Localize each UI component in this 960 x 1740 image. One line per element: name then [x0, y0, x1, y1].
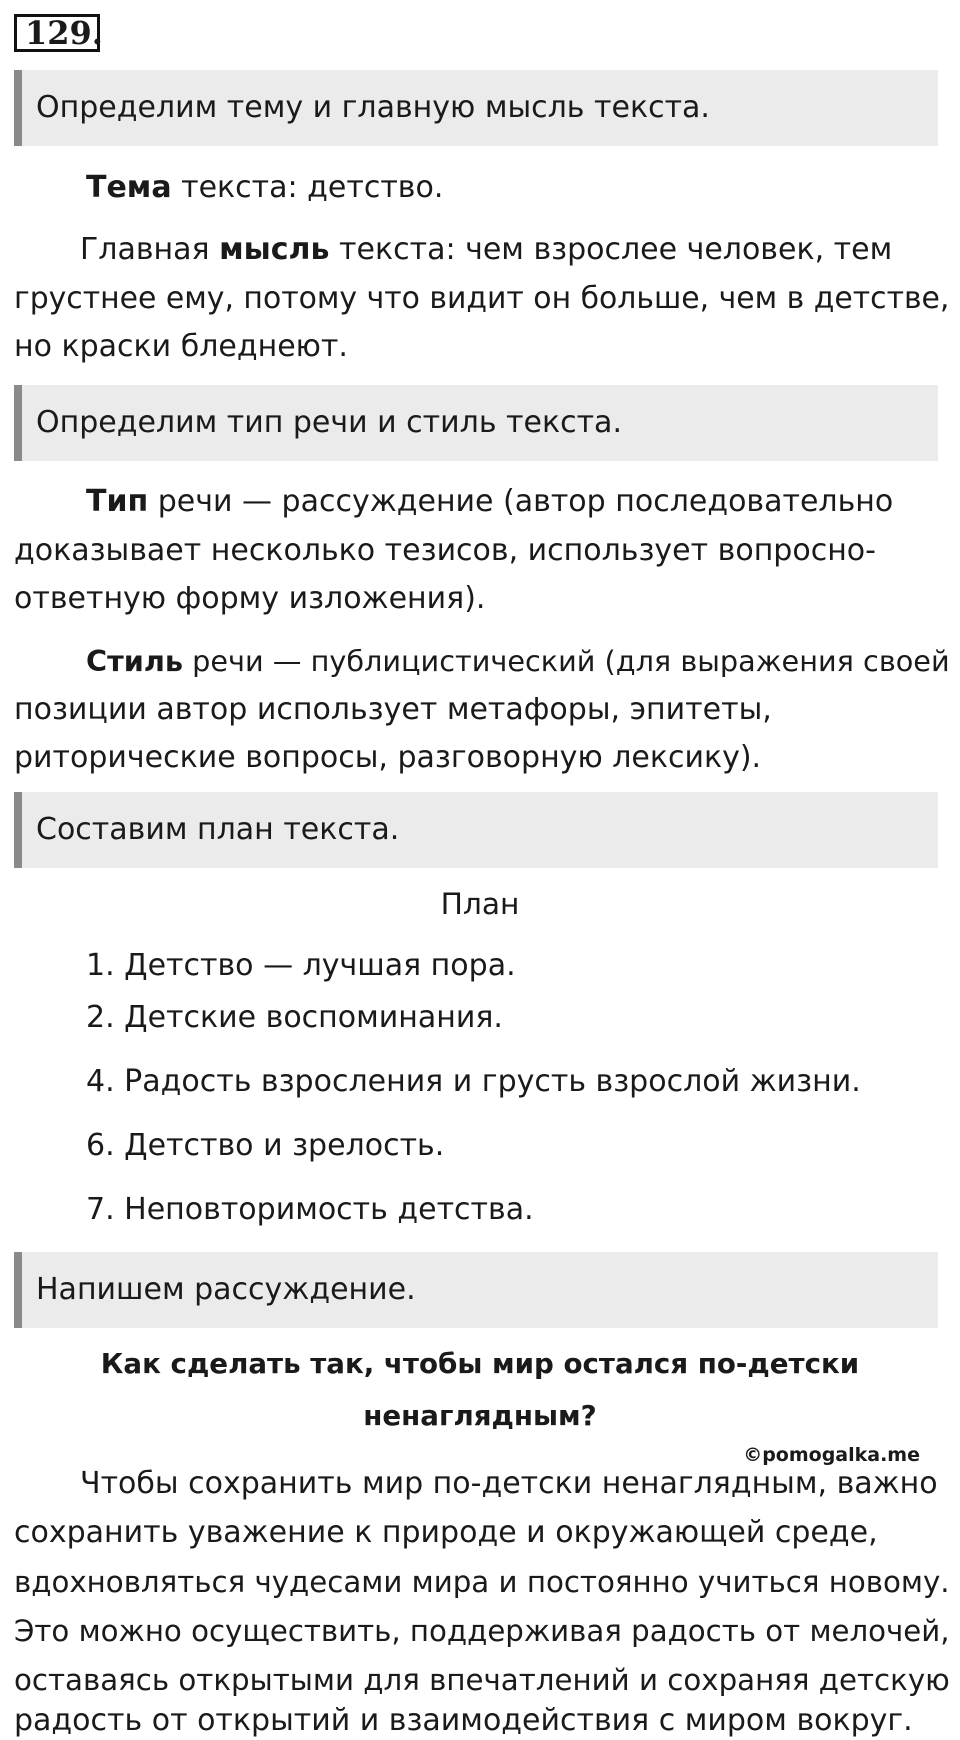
essay-line: Чтобы сохранить мир по-детски ненаглядным, важно [80, 1466, 938, 1501]
theme-label: Тема [86, 170, 172, 205]
essay-line: Это можно осуществить, поддерживая радость от мелочей, [14, 1614, 950, 1648]
theme-paragraph [86, 164, 443, 212]
plan-item: 6. Детство и зрелость. [86, 1128, 445, 1163]
essay-title-line-1: Как сделать так, чтобы мир остался по-детски [100, 1347, 860, 1380]
essay-line: радость от открытий и взаимодействия с миром вокруг. [14, 1703, 913, 1738]
essay-title-line-2: ненаглядным? [363, 1399, 597, 1432]
type-line-1 [86, 478, 893, 526]
section-banner-plan: Составим план текста. [14, 792, 938, 868]
idea-label: мысль [219, 232, 330, 267]
task-number: 129. [14, 14, 100, 52]
theme-text: текста: детство. [171, 170, 444, 205]
idea-line-1 [80, 226, 892, 274]
idea-line-2: грустнее ему, потому что видит он больше, чем в детстве, [14, 281, 950, 316]
type-label: Тип [86, 484, 149, 519]
plan-title: План [440, 886, 520, 921]
idea-prefix: Главная [80, 232, 220, 267]
section-banner-type-style: Определим тип речи и стиль текста. [14, 385, 938, 461]
section-banner-theme: Определим тему и главную мысль текста. [14, 70, 938, 146]
style-line-2: позиции автор использует метафоры, эпитеты, [14, 692, 772, 727]
watermark: ©pomogalka.me [743, 1444, 920, 1466]
type-line-3: ответную форму изложения). [14, 581, 486, 616]
style-text: речи — публицистический (для выражения своей [183, 644, 950, 678]
type-text: речи — рассуждение (автор последовательно [148, 484, 894, 519]
style-label: Стиль [86, 644, 183, 678]
essay-line: вдохновляться чудесами мира и постоянно учиться новому. [14, 1565, 950, 1599]
style-line-3: риторические вопросы, разговорную лексику). [14, 740, 762, 775]
section-banner-essay: Напишем рассуждение. [14, 1252, 938, 1328]
essay-line: сохранить уважение к природе и окружающей среде, [14, 1515, 878, 1550]
plan-item: 7. Неповторимость детства. [86, 1192, 534, 1227]
plan-item: 1. Детство — лучшая пора. [86, 948, 516, 983]
essay-line: оставаясь открытыми для впечатлений и сохраняя детскую [14, 1663, 950, 1697]
type-line-2: доказывает несколько тезисов, использует вопросно- [14, 533, 876, 568]
idea-text: текста: чем взрослее человек, тем [329, 232, 893, 267]
style-line-1 [86, 637, 950, 685]
plan-item: 2. Детские воспоминания. [86, 1000, 503, 1035]
plan-item: 4. Радость взросления и грусть взрослой жизни. [86, 1064, 861, 1099]
idea-line-3: но краски бледнеют. [14, 329, 348, 364]
